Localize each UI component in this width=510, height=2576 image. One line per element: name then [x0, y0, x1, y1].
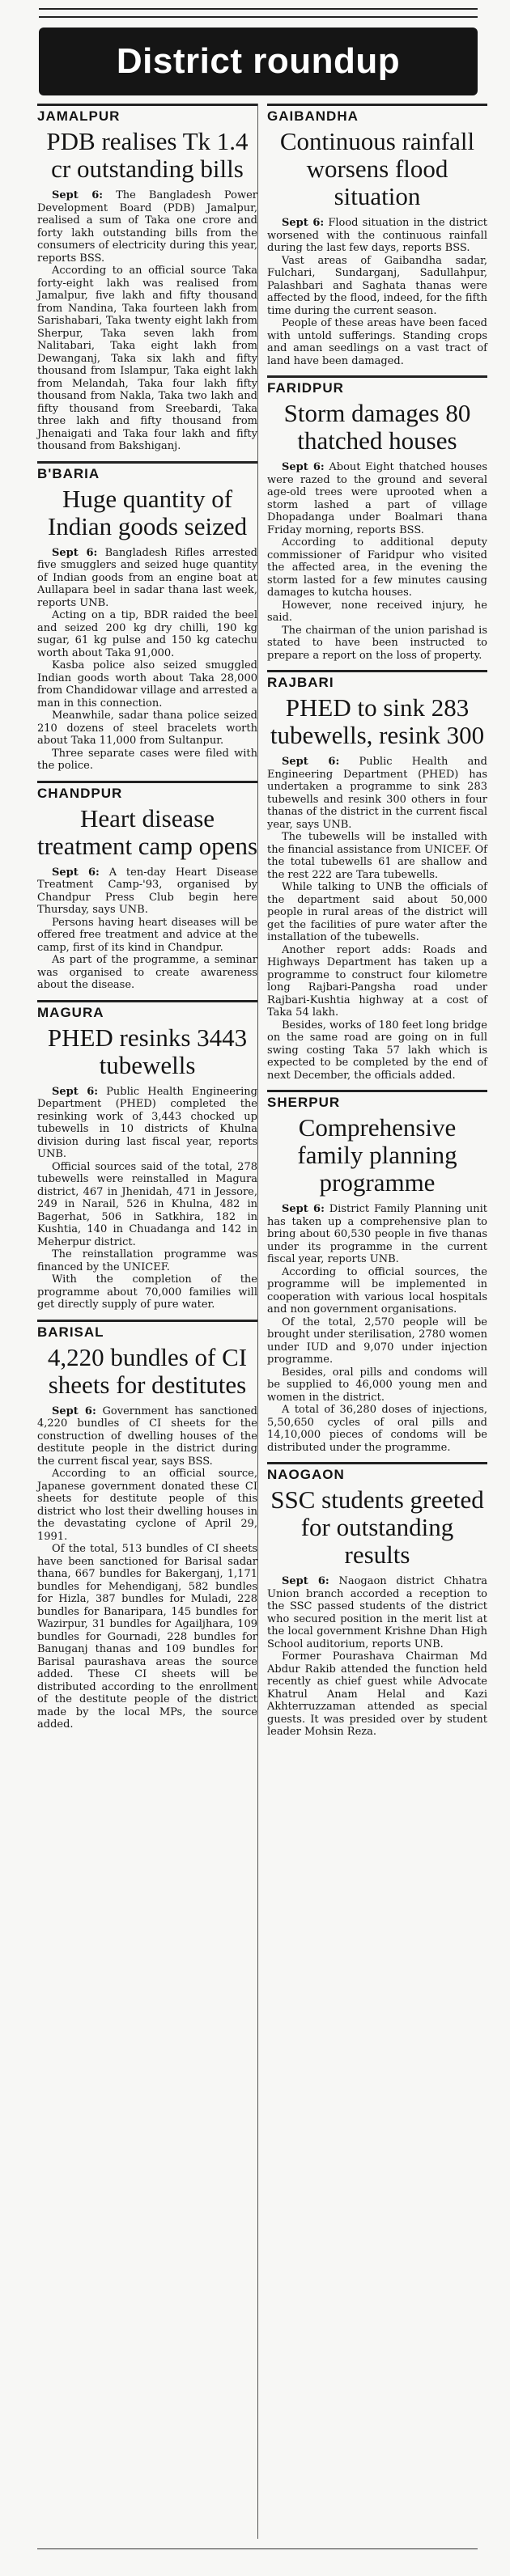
article	[37, 1000, 257, 1311]
article-paragraph	[267, 625, 487, 663]
district-tag: FARIDPUR	[267, 375, 487, 396]
article-paragraph	[37, 1086, 257, 1161]
article	[267, 1462, 487, 1739]
article-headline: Storm damages 80 thatched houses	[283, 399, 471, 455]
article-paragraph	[37, 189, 257, 265]
article	[267, 670, 487, 1082]
paragraph-text: Naogaon district Chhatra Union branch accorded a reception to the SSC passed students of the district who secured position in the merit list at the local government Krishne Dhan High School auditorium, reports UNB.	[267, 1575, 487, 1650]
paragraph-text: A total of 36,280 doses of injections, 5,50,650 cycles of oral pills and 14,10,000 pieces of condoms will be distributed under the programme.	[267, 1404, 487, 1454]
paragraph-text: Besides, oral pills and condoms will be supplied to 46,000 young men and women in the district.	[267, 1366, 487, 1404]
article-paragraph	[267, 1404, 487, 1454]
paragraph-text: However, none received injury, he said.	[267, 599, 487, 624]
paragraph-text: Of the total, 2,570 people will be brought under sterilisation, 2780 women under IUD and 9,070 under injection programme.	[267, 1316, 487, 1366]
paragraph-text: Government has sanctioned 4,220 bundles of CI sheets for the construction of dwelling houses of the destitute people in the district during the current fiscal year, says BSS.	[37, 1405, 257, 1468]
article-body	[37, 189, 257, 453]
paragraph-text: The Bangladesh Power Development Board (PDB) Jamalpur, realised a sum of Taka one crore and forty lakh outstanding bills from the consumers of electricity during this year, reports BSS.	[37, 189, 257, 265]
article-paragraph	[37, 659, 257, 710]
left-column	[37, 104, 257, 1739]
dateline: Sept 6:	[282, 461, 325, 473]
article-body	[37, 547, 257, 773]
dateline: Sept 6:	[52, 866, 100, 879]
article-paragraph	[37, 1161, 257, 1249]
article-paragraph	[37, 1468, 257, 1543]
article-headline: PDB realises Tk 1.4 cr outstanding bills	[46, 127, 249, 183]
article	[267, 375, 487, 662]
article-headline: Continuous rainfall worsens flood situation	[279, 127, 475, 210]
column-divider	[257, 104, 258, 2539]
paragraph-text: Of the total, 513 bundles of CI sheets have been sanctioned for Barisal sadar thana, 667 bundles for Bakerganj, 1,171 bundles for Mehendiganj, 582 bundles for Hizla, 387 bundles for Muladi, 228 bundles for Banaripara, 145 bundles for Wazirpur, 31 bundles for Agailjhara, 109 bundles for Gournadi, 228 bundles for Banuganj thanas and 109 bundles for Barisal paurashava areas the source added. These CI sheets will be distributed according to the enrollment of the destitute people of the district made by the local MPs, the source added.	[37, 1543, 257, 1731]
paragraph-text: With the completion of the programme about 70,000 families will get directly supply of pure water.	[37, 1273, 257, 1311]
article-paragraph	[267, 831, 487, 881]
article-paragraph	[267, 317, 487, 367]
article-headline: 4,220 bundles of CI sheets for destitutes	[47, 1342, 248, 1399]
dateline: Sept 6:	[52, 1405, 96, 1417]
paragraph-text: The chairman of the union parishad is stated to have been instructed to prepare a report on the loss of property.	[267, 624, 487, 662]
article-paragraph	[267, 1316, 487, 1366]
article-paragraph	[37, 917, 257, 955]
paragraph-text: Former Pourashava Chairman Md Abdur Rakib attended the function held recently as chief guest while Advocate Khatrul Anam Helal and Kazi Akhterruzzaman attended as special guests. It was presided over by student leader Mohsin Reza.	[267, 1650, 487, 1738]
paragraph-text: According to an official source, Japanese government donated these CI sheets for destitute people of this district who lost their dwelling houses in the devastating cyclone of April 29, 1991.	[37, 1468, 257, 1543]
article-body	[37, 1086, 257, 1311]
paragraph-text: Acting on a tip, BDR raided the beel and seized 200 kg dry chilli, 190 kg sugar, 61 kg pulse and 150 kg catechu worth about Taka 91,000.	[37, 609, 257, 659]
paragraph-text: According to an official source Taka forty-eight lakh was realised from Jamalpur, five lakh and fifty thousand from Nandina, Taka fourteen lakh from Sarishabari, Taka twenty eight lakh from Sherpur, Taka seven lakh from Nalitabari, Taka eight lakh from Dewanganj, Taka six lakh and fifty thousand from Islampur, Taka eight lakh from Melandah, Taka four lakh fifty thousand from Nakla, Taka two lakh and fifty thousand from Sreebardi, Taka three lakh and fifty thousand from Jhenaigati and Taka four lakh and fifty thousand from Bakshiganj.	[37, 265, 257, 452]
article-headline: Huge quantity of Indian goods seized	[47, 484, 248, 540]
paragraph-text: Public Health Engineering Department (PHED) completed the resinking work of 3,443 chocked up tubewells in 10 districts of Khulna division during last fiscal year, reports UNB.	[37, 1085, 258, 1160]
article-paragraph	[37, 1248, 257, 1273]
article-body	[267, 217, 487, 367]
paragraph-text: People of these areas have been faced with untold sufferings. Standing crops and aman seedlings on a vast tract of land have been damaged.	[267, 317, 487, 367]
district-tag: B'BARIA	[37, 461, 257, 482]
paragraph-text: Another report adds: Roads and Highways Department has taken up a programme to construct four kilometre long Rajbari-Pangsha road under Rajbari-Kushtia highway at a cost of Taka 54 lakh.	[267, 943, 487, 1019]
district-tag: SHERPUR	[267, 1090, 487, 1111]
district-tag: BARISAL	[37, 1320, 257, 1341]
district-tag: GAIBANDHA	[267, 104, 487, 125]
right-column	[267, 104, 487, 1747]
article-paragraph	[267, 1019, 487, 1083]
article	[37, 781, 257, 992]
article-paragraph	[37, 866, 257, 917]
article-paragraph	[37, 1543, 257, 1731]
article-headline: SSC students greeted for outstanding results	[270, 1485, 484, 1569]
paragraph-text: Three separate cases were filed with the police.	[37, 747, 257, 772]
article-paragraph	[37, 954, 257, 992]
article-headline: PHED resinks 3443 tubewells	[47, 1023, 248, 1079]
paragraph-text: The reinstallation programme was financed by the UNICEF.	[37, 1248, 257, 1273]
paragraph-text: Meanwhile, sadar thana police seized 210 dozens of steel bracelets worth about Taka 11,000 from Sultanpur.	[37, 710, 257, 747]
paragraph-text: Vast areas of Gaibandha sadar, Fulchari, Sundarganj, Sadullahpur, Palashbari and Saghata thanas were affected by the flood, indeed, for the fifth time during the current season.	[267, 254, 487, 317]
dateline: Sept 6:	[52, 546, 98, 559]
paragraph-text: A ten-day Heart Disease Treatment Camp-'93, organised by Chandpur Press Club begin here Thursday, says UNB.	[37, 866, 258, 916]
paragraph-text: The tubewells will be installed with the financial assistance from UNICEF. Of the total tubewells 61 are shallow and the rest 222 are Tara tubewells.	[267, 831, 487, 881]
section-title: District roundup	[116, 41, 401, 81]
paragraph-text: Official sources said of the total, 278 tubewells were reinstalled in Magura district, 467 in Jhenidah, 471 in Jessore, 249 in Narail, 526 in Khulna, 482 in Bagerhat, 506 in Satkhira, 182 in Kushtia, 140 in Chuadanga and 142 in Meherpur district.	[37, 1160, 257, 1248]
article-body	[267, 1575, 487, 1739]
dateline: Sept 6:	[282, 1575, 329, 1587]
article-paragraph	[37, 748, 257, 773]
paragraph-text: About Eight thatched houses were razed to the ground and several age-old trees were uprooted when a storm lashed a part of village Dhopadanga under Boalmari thana Friday morning, reports BSS.	[267, 461, 488, 536]
article	[267, 104, 487, 367]
article	[37, 104, 257, 453]
article-body	[37, 1405, 257, 1731]
dateline: Sept 6:	[282, 756, 340, 768]
article-paragraph	[267, 1575, 487, 1650]
paragraph-text: According to additional deputy commissioner of Faridpur who visited the affected area, in the evening the storm lasted for a few minutes causing damages to kutcha houses.	[267, 536, 487, 599]
article-headline: Heart disease treatment camp opens	[37, 803, 258, 860]
paragraph-text: Bangladesh Rifles arrested five smugglers and seized huge quantity of Indian goods from an engine boat at Aullapara beel in sadar thana last week, reports UNB.	[37, 546, 257, 609]
article-paragraph	[37, 609, 257, 659]
article-paragraph	[37, 547, 257, 610]
article-paragraph	[267, 255, 487, 318]
article-headline: PHED to sink 283 tubewells, resink 300	[270, 693, 485, 749]
article-paragraph	[267, 756, 487, 831]
article-paragraph	[37, 1273, 257, 1311]
article-paragraph	[267, 944, 487, 1019]
article-paragraph	[267, 600, 487, 625]
article-paragraph	[267, 536, 487, 600]
article-body	[37, 866, 257, 992]
article-paragraph	[267, 1366, 487, 1405]
district-tag: JAMALPUR	[37, 104, 257, 125]
dateline: Sept 6:	[52, 189, 104, 201]
article-paragraph	[37, 710, 257, 748]
article-paragraph	[267, 461, 487, 536]
paragraph-text: Kasba police also seized smuggled Indian goods worth about Taka 28,000 from Chandidowar village and arrested a man in this connection.	[37, 659, 257, 710]
paragraph-text: Flood situation in the district worsened with the continuous rainfall during the last few days, reports BSS.	[267, 217, 487, 254]
article-paragraph	[267, 1266, 487, 1316]
section-banner	[39, 28, 478, 95]
bottom-rule	[37, 2548, 478, 2549]
article-paragraph	[37, 265, 257, 453]
paragraph-text: As part of the programme, a seminar was organised to create awareness about the disease.	[37, 954, 257, 991]
district-tag: NAOGAON	[267, 1462, 487, 1483]
article-body	[267, 461, 487, 662]
article-paragraph	[267, 1203, 487, 1266]
paragraph-text: Besides, works of 180 feet long bridge on the same road are going on in full swing costing Taka 57 lakh which is expected to be completed by the end of next December, the officials added.	[267, 1019, 487, 1082]
article	[37, 461, 257, 773]
article-paragraph	[37, 1405, 257, 1468]
article	[37, 1320, 257, 1731]
article-body	[267, 756, 487, 1082]
article-paragraph	[267, 1650, 487, 1739]
dateline: Sept 6:	[282, 217, 325, 229]
paragraph-text: District Family Planning unit has taken up a comprehensive plan to bring about 60,530 people in five thanas under its programme in the current fiscal year, reports UNB.	[267, 1203, 487, 1265]
article-body	[267, 1203, 487, 1454]
dateline: Sept 6:	[282, 1203, 325, 1215]
article	[267, 1090, 487, 1454]
district-tag: RAJBARI	[267, 670, 487, 691]
district-tag: CHANDPUR	[37, 781, 257, 802]
district-tag: MAGURA	[37, 1000, 257, 1021]
article-paragraph	[267, 217, 487, 255]
dateline: Sept 6:	[52, 1085, 99, 1098]
paragraph-text: Public Health and Engineering Department (PHED) has undertaken a programme to sink 283 tubewells and resink 300 others in four thanas of the district in the current fiscal year, says UNB.	[267, 756, 488, 831]
paragraph-text: While talking to UNB the officials of the department said about 50,000 people in rural areas of the district will get the facilities of pure water after the installation of the tubewells.	[267, 881, 487, 943]
article-paragraph	[267, 881, 487, 944]
top-rule	[39, 8, 478, 18]
paragraph-text: Persons having heart diseases will be offered free treatment and advice at the camp, first of its kind in Chandpur.	[37, 916, 257, 954]
article-headline: Comprehensive family planning programme	[297, 1113, 457, 1197]
paragraph-text: According to official sources, the programme will be implemented in cooperation with various local hospitals and non government organisations.	[267, 1265, 487, 1316]
